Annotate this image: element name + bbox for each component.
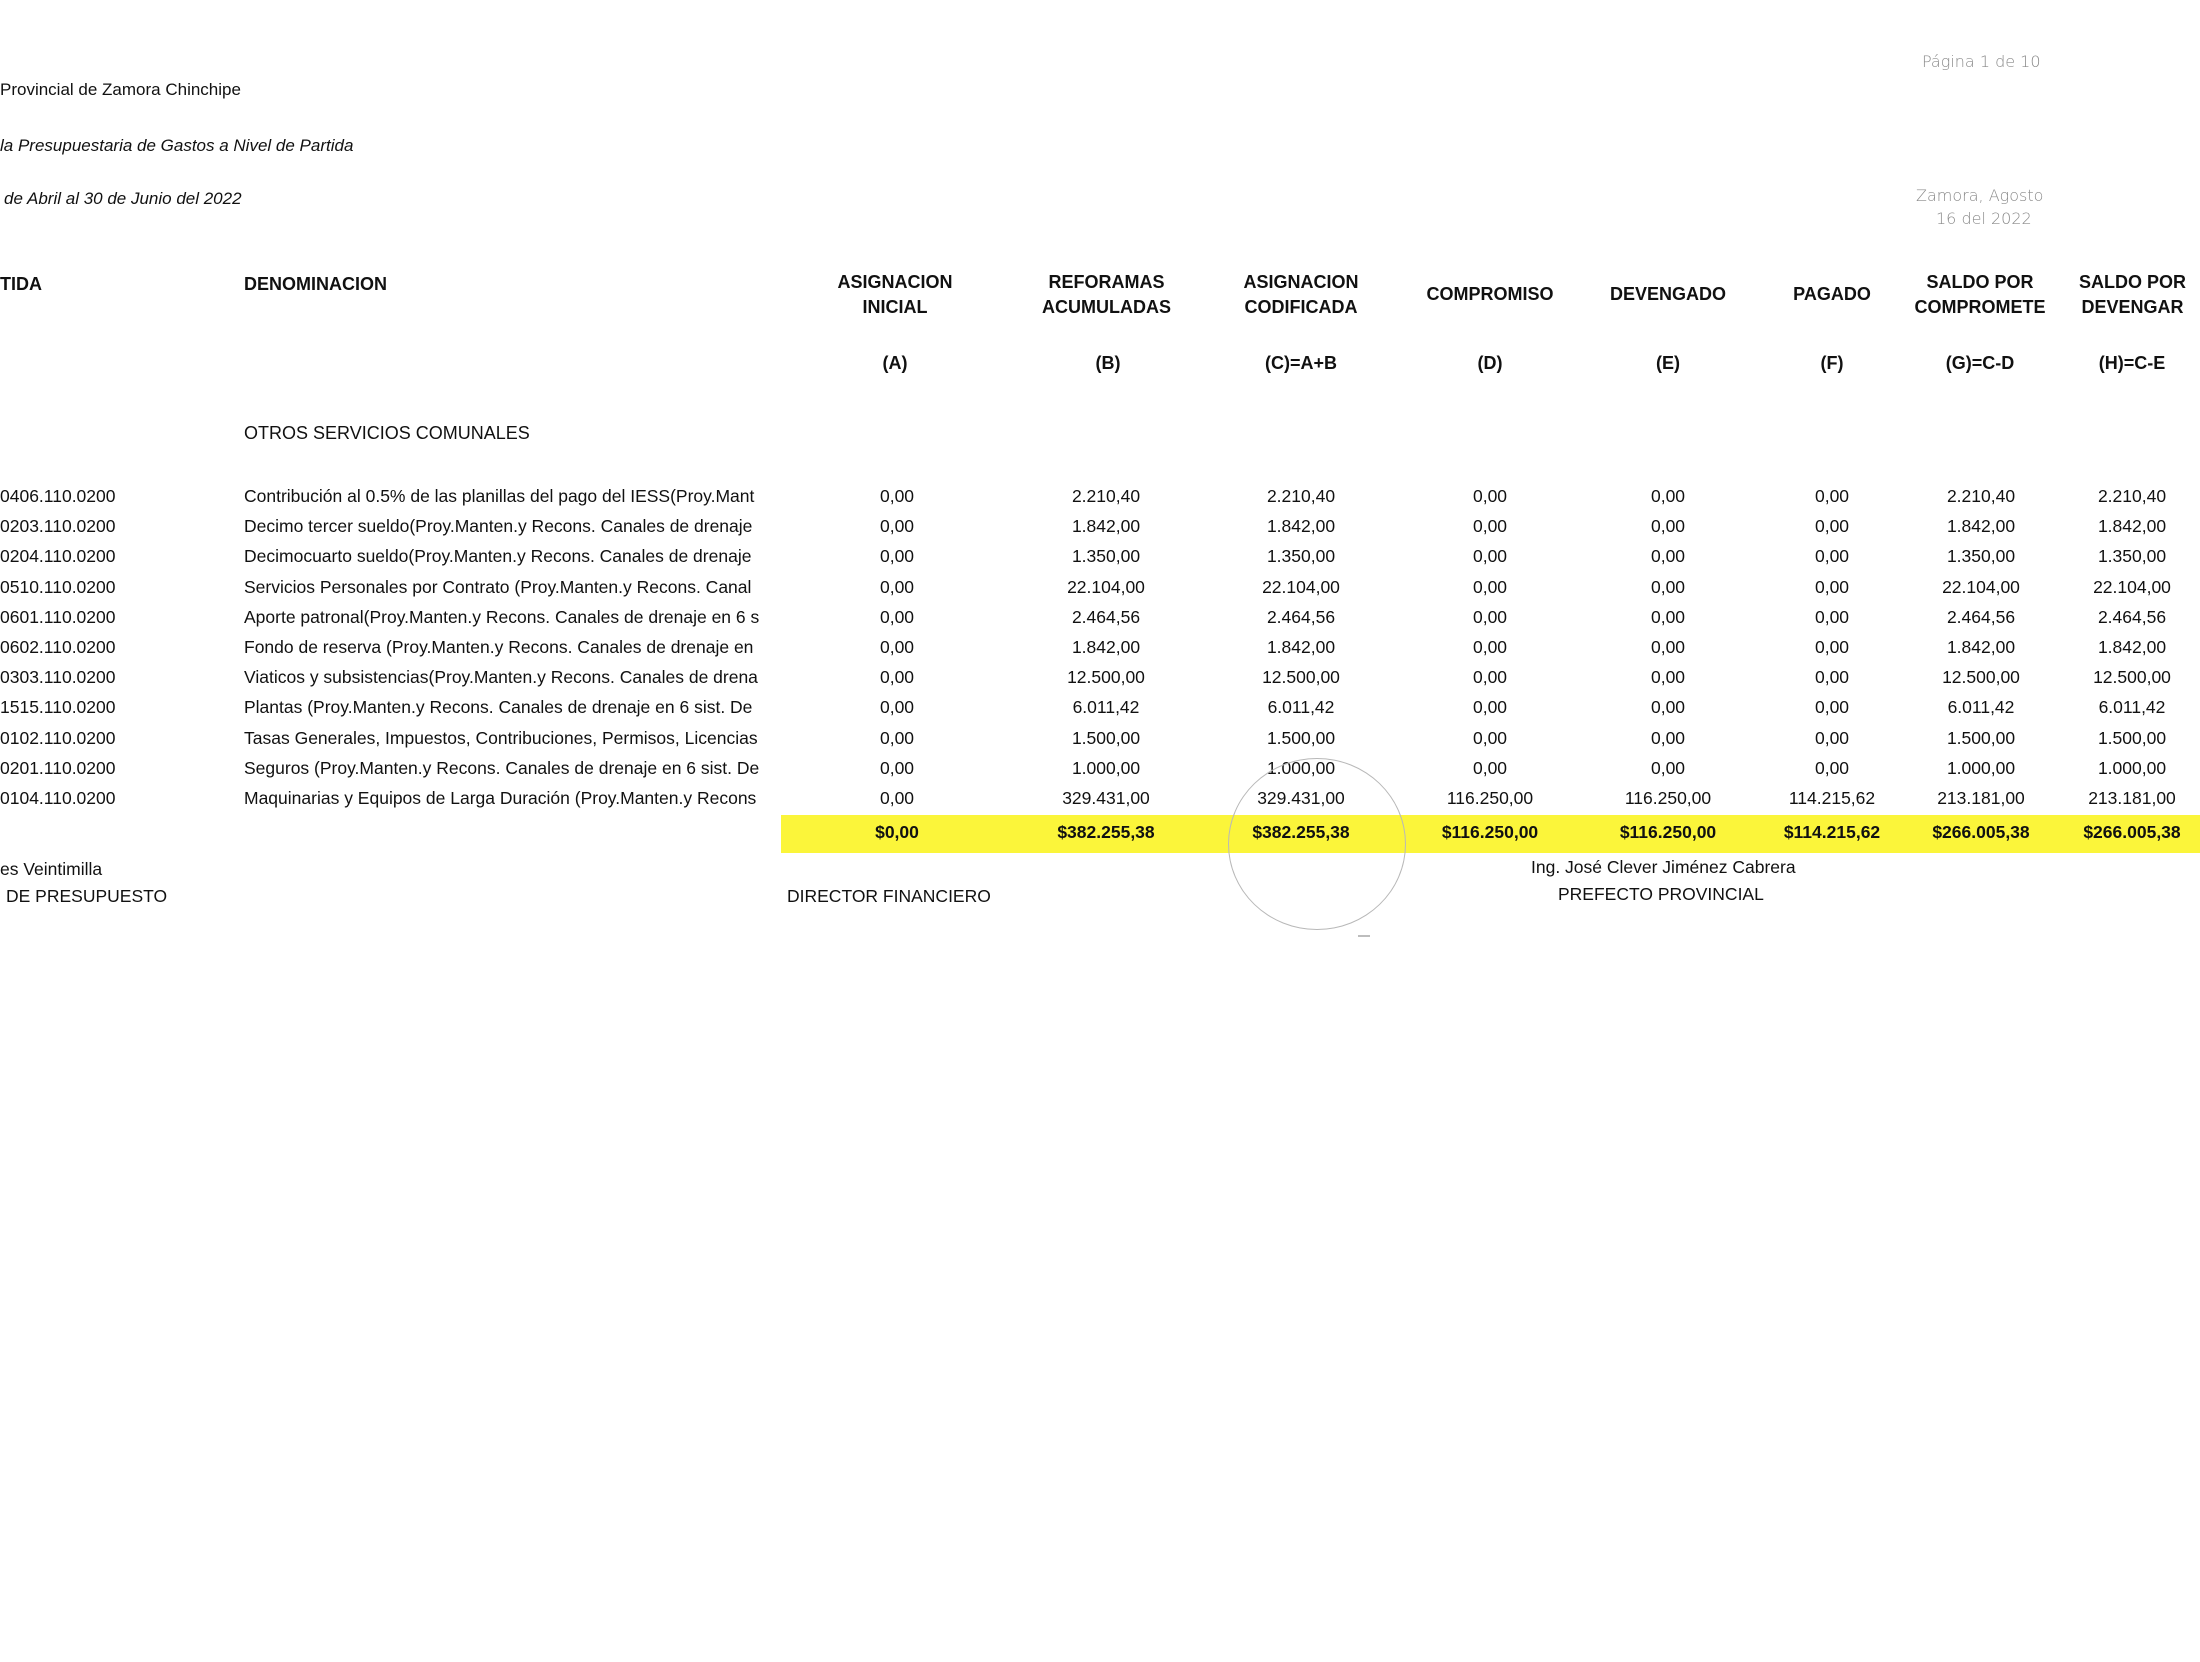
amount-cell: 0,00 (1472, 516, 1508, 536)
header-reformas: REFORAMAS ACUMULADAS (1042, 272, 1171, 317)
partida-code: 0601.110.0200 (0, 607, 116, 627)
amount-cell: 1.000,00 (1266, 758, 1336, 778)
partida-denominacion: Fondo de reserva (Proy.Manten.y Recons. Canales de drenaje en (244, 637, 754, 657)
code-b: (B) (1095, 353, 1121, 373)
signature-center-title: DIRECTOR FINANCIERO (787, 886, 991, 906)
amount-cell: 0,00 (1650, 697, 1686, 717)
signature-left-name: es Veintimilla (0, 859, 103, 879)
amount-cell: 0,00 (1472, 637, 1508, 657)
amount-cell: 0,00 (1472, 607, 1508, 627)
amount-cell: 0,00 (1472, 758, 1508, 778)
amount-cell: 116.250,00 (1446, 788, 1534, 808)
amount-cell: 6.011,42 (1267, 697, 1335, 717)
amount-cell: 1.842,00 (1266, 637, 1336, 657)
partida-denominacion: Decimo tercer sueldo(Proy.Manten.y Recons. Canales de drenaje (244, 516, 753, 536)
amount-cell: 0,00 (879, 697, 915, 717)
header-pagado: PAGADO (1793, 284, 1871, 304)
amount-cell: 2.464,56 (2097, 607, 2167, 627)
amount-cell: 6.011,42 (2098, 697, 2166, 717)
report-date-line1: Zamora, Agosto (1916, 186, 2044, 205)
amount-cell: 0,00 (1472, 667, 1508, 687)
amount-cell: 1.500,00 (1946, 728, 2016, 748)
report-period: de Abril al 30 de Junio del 2022 (4, 189, 242, 208)
amount-cell: 2.210,40 (2097, 486, 2167, 506)
amount-cell: 0,00 (1472, 697, 1508, 717)
code-a: (A) (882, 353, 908, 373)
amount-cell: 1.000,00 (1071, 758, 1141, 778)
code-c: (C)=A+B (1264, 353, 1337, 373)
amount-cell: 0,00 (1814, 577, 1850, 597)
amount-cell: 22.104,00 (1067, 577, 1145, 597)
amount-cell: 0,00 (879, 516, 915, 536)
amount-cell: 329.431,00 (1062, 788, 1150, 808)
amount-cell: 0,00 (1472, 728, 1508, 748)
amount-cell: 0,00 (879, 637, 915, 657)
partida-code: 0204.110.0200 (0, 546, 116, 566)
total-cell: $266.005,38 (1932, 822, 2030, 842)
partida-denominacion: Tasas Generales, Impuestos, Contribuciones, Permisos, Licencias (244, 728, 758, 748)
amount-cell: 0,00 (879, 758, 915, 778)
amount-cell: 1.842,00 (1946, 637, 2016, 657)
amount-cell: 0,00 (1472, 546, 1508, 566)
partida-denominacion: Aporte patronal(Proy.Manten.y Recons. Canales de drenaje en 6 s (244, 607, 760, 627)
amount-cell: 6.011,42 (1072, 697, 1140, 717)
total-cell: $266.005,38 (2083, 822, 2181, 842)
amount-cell: 22.104,00 (2093, 577, 2171, 597)
amount-cell: 2.464,56 (1266, 607, 1336, 627)
code-h: (H)=C-E (2098, 353, 2166, 373)
section-title: OTROS SERVICIOS COMUNALES (244, 423, 530, 443)
amount-cell: 0,00 (1650, 486, 1686, 506)
amount-cell: 1.842,00 (2097, 637, 2167, 657)
amount-cell: 1.500,00 (1071, 728, 1141, 748)
amount-cell: 116.250,00 (1624, 788, 1712, 808)
header-devengado: DEVENGADO (1609, 284, 1726, 304)
partida-code: 0510.110.0200 (0, 577, 116, 597)
amount-cell: 0,00 (1472, 486, 1508, 506)
amount-cell: 0,00 (1814, 758, 1850, 778)
header-saldo-comprometer: SALDO POR COMPROMETE (1914, 272, 2046, 317)
partida-denominacion: Seguros (Proy.Manten.y Recons. Canales de drenaje en 6 sist. De (244, 758, 760, 778)
partida-code: 0203.110.0200 (0, 516, 116, 536)
amount-cell: 1.500,00 (2097, 728, 2167, 748)
amount-cell: 0,00 (1650, 758, 1686, 778)
amount-cell: 1.842,00 (1071, 637, 1141, 657)
amount-cell: 0,00 (1814, 607, 1850, 627)
header-saldo-devengar: SALDO POR DEVENGAR (2078, 272, 2186, 317)
amount-cell: 0,00 (1814, 637, 1850, 657)
amount-cell: 2.210,40 (1071, 486, 1141, 506)
amount-cell: 0,00 (1650, 637, 1686, 657)
amount-cell: 1.842,00 (1071, 516, 1141, 536)
total-cell: $382.255,38 (1252, 822, 1350, 842)
signature-right-name: Ing. José Clever Jiménez Cabrera (1531, 857, 1796, 877)
partida-denominacion: Contribución al 0.5% de las planillas del pago del IESS(Proy.Mant (244, 486, 755, 506)
code-e: (E) (1656, 353, 1680, 373)
partida-code: 0303.110.0200 (0, 667, 116, 687)
amount-cell: 22.104,00 (1942, 577, 2020, 597)
partida-denominacion: Viaticos y subsistencias(Proy.Manten.y Recons. Canales de drena (244, 667, 758, 687)
code-f: (F) (1820, 353, 1844, 373)
amount-cell: 0,00 (1472, 577, 1508, 597)
partida-code: 0201.110.0200 (0, 758, 116, 778)
amount-cell: 1.000,00 (2097, 758, 2167, 778)
amount-cell: 0,00 (879, 486, 915, 506)
total-cell: $116.250,00 (1619, 822, 1717, 842)
amount-cell: 22.104,00 (1262, 577, 1340, 597)
partida-denominacion: Decimocuarto sueldo(Proy.Manten.y Recons. Canales de drenaje (244, 546, 752, 566)
amount-cell: 0,00 (1814, 516, 1850, 536)
amount-cell: 12.500,00 (1067, 667, 1145, 687)
institution-name: Provincial de Zamora Chinchipe (0, 80, 241, 99)
amount-cell: 12.500,00 (1262, 667, 1340, 687)
amount-cell: 0,00 (879, 607, 915, 627)
partida-code: 0104.110.0200 (0, 788, 116, 808)
partida-denominacion: Servicios Personales por Contrato (Proy.Manten.y Recons. Canal (244, 577, 752, 597)
amount-cell: 0,00 (879, 546, 915, 566)
amount-cell: 2.210,40 (1266, 486, 1336, 506)
amount-cell: 0,00 (1814, 697, 1850, 717)
amount-cell: 2.210,40 (1946, 486, 2016, 506)
report-date-line2: 16 del 2022 (1936, 209, 2032, 228)
code-g: (G)=C-D (1945, 353, 2015, 373)
seal-stamp-mark (1358, 935, 1370, 937)
amount-cell: 0,00 (1814, 546, 1850, 566)
amount-cell: 0,00 (1650, 516, 1686, 536)
amount-cell: 213.181,00 (1937, 788, 2025, 808)
amount-cell: 0,00 (1650, 546, 1686, 566)
total-cell: $0,00 (875, 822, 919, 842)
header-partida: TIDA (0, 274, 42, 294)
header-asignacion-inicial: ASIGNACION INICIAL (837, 272, 953, 317)
amount-cell: 0,00 (1814, 667, 1850, 687)
amount-cell: 1.842,00 (1266, 516, 1336, 536)
amount-cell: 1.350,00 (2097, 546, 2167, 566)
signature-right-title: PREFECTO PROVINCIAL (1558, 884, 1764, 904)
partida-denominacion: Maquinarias y Equipos de Larga Duración (Proy.Manten.y Recons (244, 788, 757, 808)
code-d: (D) (1477, 353, 1503, 373)
partida-code: 0602.110.0200 (0, 637, 116, 657)
amount-cell: 0,00 (879, 728, 915, 748)
amount-cell: 0,00 (1650, 577, 1686, 597)
amount-cell: 2.464,56 (1946, 607, 2016, 627)
amount-cell: 0,00 (879, 788, 915, 808)
amount-cell: 12.500,00 (2093, 667, 2171, 687)
amount-cell: 1.350,00 (1266, 546, 1336, 566)
amount-cell: 0,00 (1650, 667, 1686, 687)
amount-cell: 1.350,00 (1946, 546, 2016, 566)
amount-cell: 114.215,62 (1788, 788, 1876, 808)
partida-code: 0102.110.0200 (0, 728, 116, 748)
amount-cell: 0,00 (1814, 728, 1850, 748)
amount-cell: 1.350,00 (1071, 546, 1141, 566)
amount-cell: 0,00 (1650, 607, 1686, 627)
amount-cell: 1.000,00 (1946, 758, 2016, 778)
report-title: la Presupuestaria de Gastos a Nivel de Partida (0, 136, 354, 155)
header-denominacion: DENOMINACION (244, 274, 387, 294)
partida-code: 0406.110.0200 (0, 486, 116, 506)
total-cell: $382.255,38 (1057, 822, 1155, 842)
amount-cell: 0,00 (1650, 728, 1686, 748)
amount-cell: 0,00 (879, 667, 915, 687)
amount-cell: 12.500,00 (1942, 667, 2020, 687)
amount-cell: 6.011,42 (1947, 697, 2015, 717)
header-asignacion-codificada: ASIGNACION CODIFICADA (1243, 272, 1359, 317)
amount-cell: 1.500,00 (1266, 728, 1336, 748)
total-cell: $116.250,00 (1441, 822, 1539, 842)
partida-denominacion: Plantas (Proy.Manten.y Recons. Canales de drenaje en 6 sist. De (244, 697, 753, 717)
amount-cell: 2.464,56 (1071, 607, 1141, 627)
amount-cell: 0,00 (879, 577, 915, 597)
amount-cell: 0,00 (1814, 486, 1850, 506)
amount-cell: 1.842,00 (2097, 516, 2167, 536)
partida-code: 1515.110.0200 (0, 697, 116, 717)
signature-left-title: DE PRESUPUESTO (6, 886, 168, 906)
header-compromiso: COMPROMISO (1426, 284, 1554, 304)
seal-stamp (1228, 758, 1406, 930)
page-number: Página 1 de 10 (1922, 52, 2041, 71)
amount-cell: 1.842,00 (1946, 516, 2016, 536)
amount-cell: 329.431,00 (1257, 788, 1345, 808)
total-cell: $114.215,62 (1783, 822, 1881, 842)
amount-cell: 213.181,00 (2088, 788, 2176, 808)
